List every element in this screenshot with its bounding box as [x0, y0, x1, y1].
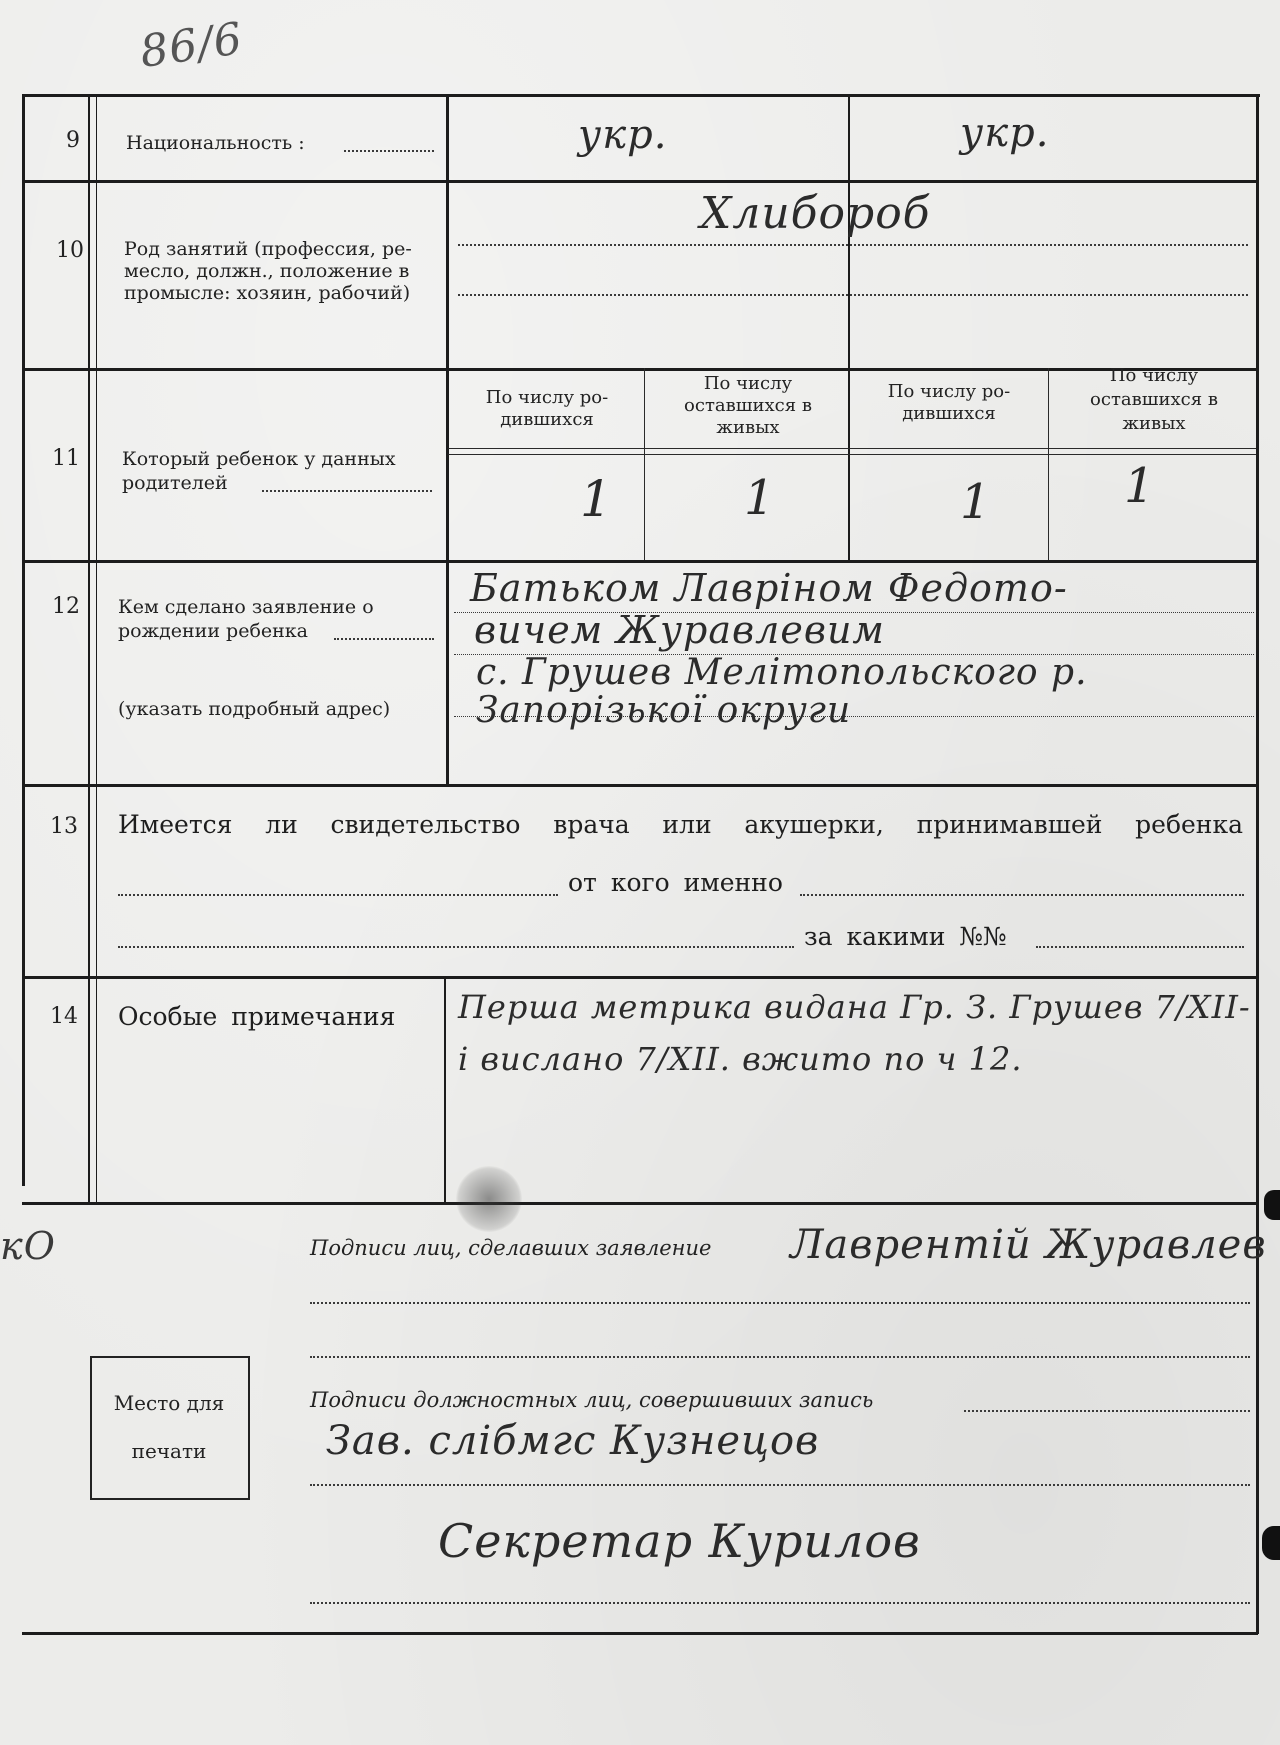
row14-divider: [444, 976, 446, 1202]
row11-m-alive-1: По числу: [1109, 365, 1199, 386]
row11-m-born-2: дившихся: [902, 403, 996, 424]
seal-smudge: [456, 1166, 522, 1232]
row11-f-born-2: дившихся: [500, 409, 594, 430]
row11-f-born-1: По числу ро-: [485, 387, 609, 408]
row12-address-label: (указать подробный адрес): [118, 698, 391, 720]
row12-dots: [334, 638, 434, 640]
row13-number: 13: [50, 814, 78, 839]
sign-dots-2: [310, 1356, 1250, 1358]
row12-applicant-line-3: с. Грушев Мелiтопольского р.: [476, 652, 1088, 693]
binding-hole-bottom: [1262, 1526, 1280, 1560]
row-sep-9-10: [22, 180, 1258, 183]
row11-m-born-1: По числу ро-: [887, 381, 1011, 402]
sign-dots-4: [310, 1484, 1250, 1486]
sign-dots-1: [310, 1302, 1250, 1304]
sign-dots-3: [964, 1410, 1250, 1412]
row9-label: Национальность :: [126, 132, 305, 154]
row12-number: 12: [52, 594, 80, 619]
frame-bottom: [22, 1632, 1258, 1635]
row9-dots: [344, 150, 434, 152]
row11-m-alive-3: живых: [1122, 413, 1186, 434]
row13-dots-3: [118, 946, 794, 948]
row11-col-sep-3: [1048, 368, 1049, 560]
row12-label-1: Кем сделано заявление о: [118, 596, 374, 618]
applicants-signature-label: Подписи лиц, сделавших заявление: [310, 1236, 712, 1260]
applicants-signature: Лаврентiй Журавлев: [790, 1222, 1267, 1268]
row10-label-1: Род занятий (профессия, ре-: [124, 238, 412, 260]
row12-applicant-line-1: Батьком Лаврiном Федото-: [470, 566, 1068, 610]
row-sep-14-sign: [22, 1202, 1258, 1205]
row11-value-1: 1: [580, 470, 613, 528]
row12-applicant-line-4: Запорiзької округи: [476, 690, 852, 731]
official-signature-1: Зав. слiбмгс Кузнецов: [326, 1418, 820, 1464]
officials-signature-label: Подписи должностных лиц, совершивших запись: [310, 1388, 874, 1412]
frame-top: [22, 94, 1260, 97]
margin-note: кО: [0, 1224, 56, 1268]
row14-label: Особые примечания: [118, 1002, 396, 1031]
row11-value-4: 1: [1124, 458, 1156, 514]
frame-inner-left-2: [96, 94, 97, 1202]
row13-question: Имеется ли свидетельство врача или акушерки, принимавшей ребенка: [118, 810, 1243, 839]
frame-left: [22, 94, 25, 1186]
row11-col-sep-1: [644, 368, 645, 560]
row10-occupation: Хлибороб: [700, 188, 931, 239]
row11-f-alive-2: оставшихся в: [684, 395, 812, 416]
row10-number: 10: [56, 238, 84, 263]
row11-m-alive-2: оставшихся в: [1090, 389, 1218, 410]
row11-dots: [262, 490, 432, 492]
row14-notes-line-2: i вислано 7/XII. вжито по ч 12.: [458, 1040, 1023, 1078]
column-divider-label: [446, 94, 449, 784]
row13-dots-2: [800, 894, 1244, 896]
row10-dots-1: [458, 244, 1248, 246]
row11-label-1: Который ребенок у данных: [122, 448, 396, 470]
row11-header-sep-b: [448, 454, 1256, 455]
row11-label-2: родителей: [122, 472, 228, 494]
column-divider-parents: [848, 94, 850, 560]
row12-applicant-line-2: вичем Журавлевим: [474, 608, 885, 652]
row13-numbers: за какими №№: [804, 922, 1007, 951]
row14-notes-line-1: Перша метрика видана Гр. З. Грушев 7/XII-: [458, 988, 1251, 1026]
row11-f-alive-1: По числу: [703, 373, 793, 394]
row11-value-3: 1: [960, 474, 992, 530]
official-signature-2: Секретар Курилов: [438, 1514, 921, 1568]
sign-dots-5: [310, 1602, 1250, 1604]
row12-label-2: рождении ребенка: [118, 620, 309, 642]
row11-number: 11: [52, 446, 80, 471]
row10-dots-2: [458, 294, 1248, 296]
row10-label-3: промысле: хозяин, рабочий): [124, 282, 411, 304]
row11-value-2: 1: [744, 470, 776, 526]
corner-note: 86/6: [136, 13, 246, 78]
frame-inner-left: [88, 94, 90, 1202]
stamp-place-box: [90, 1356, 250, 1500]
row13-from-whom: от кого именно: [568, 868, 783, 897]
row-sep-13-14: [22, 976, 1258, 979]
row14-number: 14: [50, 1004, 78, 1029]
row9-father-nationality: укр.: [578, 112, 668, 158]
row-sep-11-12: [22, 560, 1258, 563]
stamp-place-line-2: печати: [131, 1439, 207, 1463]
row11-f-alive-3: живых: [716, 417, 780, 438]
row13-dots-1: [118, 894, 558, 896]
binding-hole-top: [1264, 1190, 1280, 1220]
frame-right: [1256, 94, 1259, 1634]
row10-label-2: месло, должн., положение в: [124, 260, 410, 282]
row-sep-12-13: [22, 784, 1258, 787]
row13-dots-4: [1036, 946, 1244, 948]
row9-number: 9: [66, 128, 80, 153]
row9-mother-nationality: укр.: [960, 110, 1050, 156]
row11-header-sep: [448, 448, 1256, 449]
stamp-place-line-1: Место для: [113, 1391, 225, 1415]
